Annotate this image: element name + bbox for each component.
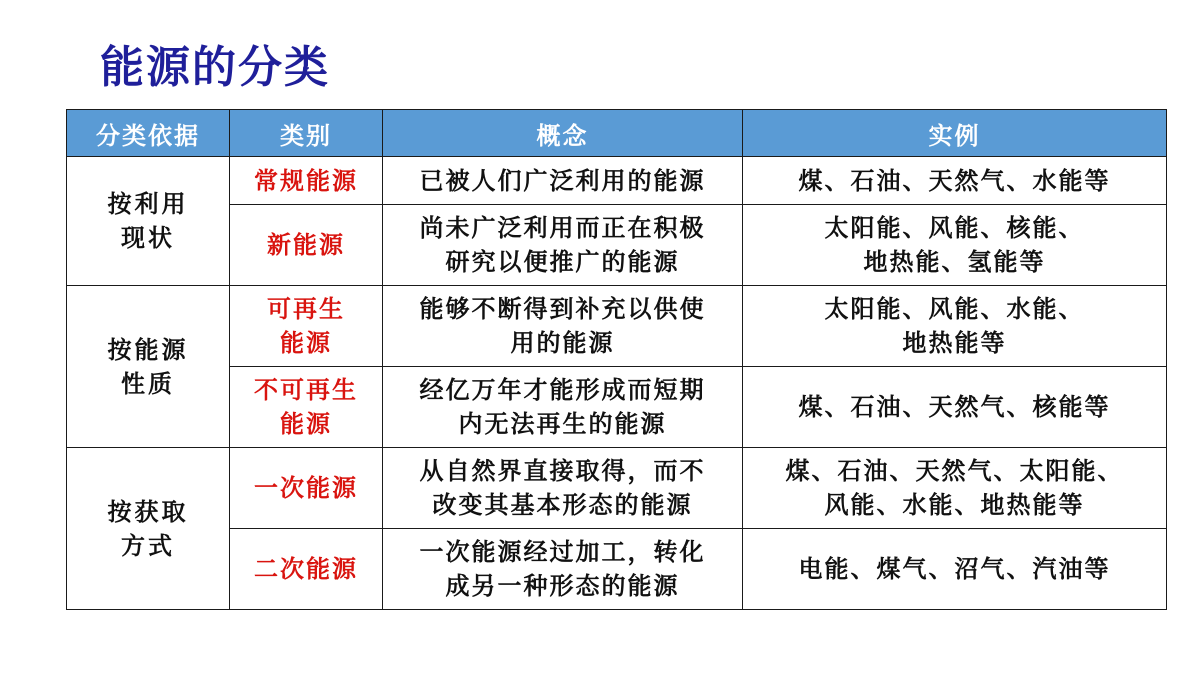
table-row bbox=[67, 367, 1167, 448]
examples-cell: 煤、石油、天然气、水能等 bbox=[743, 157, 1167, 205]
basis-cell: 按获取 方式 bbox=[67, 448, 230, 610]
table-row bbox=[67, 286, 1167, 367]
type-cell: 常规能源 bbox=[230, 157, 383, 205]
table-header-row bbox=[67, 110, 1167, 157]
header-examples: 实例 bbox=[743, 110, 1167, 157]
type-cell: 可再生 能源 bbox=[230, 286, 383, 367]
table-row bbox=[67, 448, 1167, 529]
concept-cell: 尚未广泛利用而正在积极 研究以便推广的能源 bbox=[383, 205, 743, 286]
header-concept: 概念 bbox=[383, 110, 743, 157]
concept-cell: 经亿万年才能形成而短期 内无法再生的能源 bbox=[383, 367, 743, 448]
energy-classification-table bbox=[66, 109, 1167, 610]
examples-cell: 太阳能、风能、水能、 地热能等 bbox=[743, 286, 1167, 367]
concept-cell: 从自然界直接取得，而不 改变其基本形态的能源 bbox=[383, 448, 743, 529]
examples-cell: 煤、石油、天然气、核能等 bbox=[743, 367, 1167, 448]
basis-cell: 按利用 现状 bbox=[67, 157, 230, 286]
examples-cell: 电能、煤气、沼气、汽油等 bbox=[743, 529, 1167, 610]
examples-cell: 煤、石油、天然气、太阳能、 风能、水能、地热能等 bbox=[743, 448, 1167, 529]
header-basis: 分类依据 bbox=[67, 110, 230, 157]
header-type: 类别 bbox=[230, 110, 383, 157]
concept-cell: 已被人们广泛利用的能源 bbox=[383, 157, 743, 205]
concept-cell: 一次能源经过加工，转化 成另一种形态的能源 bbox=[383, 529, 743, 610]
type-cell: 新能源 bbox=[230, 205, 383, 286]
type-cell: 不可再生 能源 bbox=[230, 367, 383, 448]
basis-cell: 按能源 性质 bbox=[67, 286, 230, 448]
concept-cell: 能够不断得到补充以供使 用的能源 bbox=[383, 286, 743, 367]
table-row bbox=[67, 529, 1167, 610]
type-cell: 二次能源 bbox=[230, 529, 383, 610]
page-title: 能源的分类 bbox=[100, 42, 330, 93]
type-cell: 一次能源 bbox=[230, 448, 383, 529]
table-row bbox=[67, 157, 1167, 205]
table-row bbox=[67, 205, 1167, 286]
examples-cell: 太阳能、风能、核能、 地热能、氢能等 bbox=[743, 205, 1167, 286]
